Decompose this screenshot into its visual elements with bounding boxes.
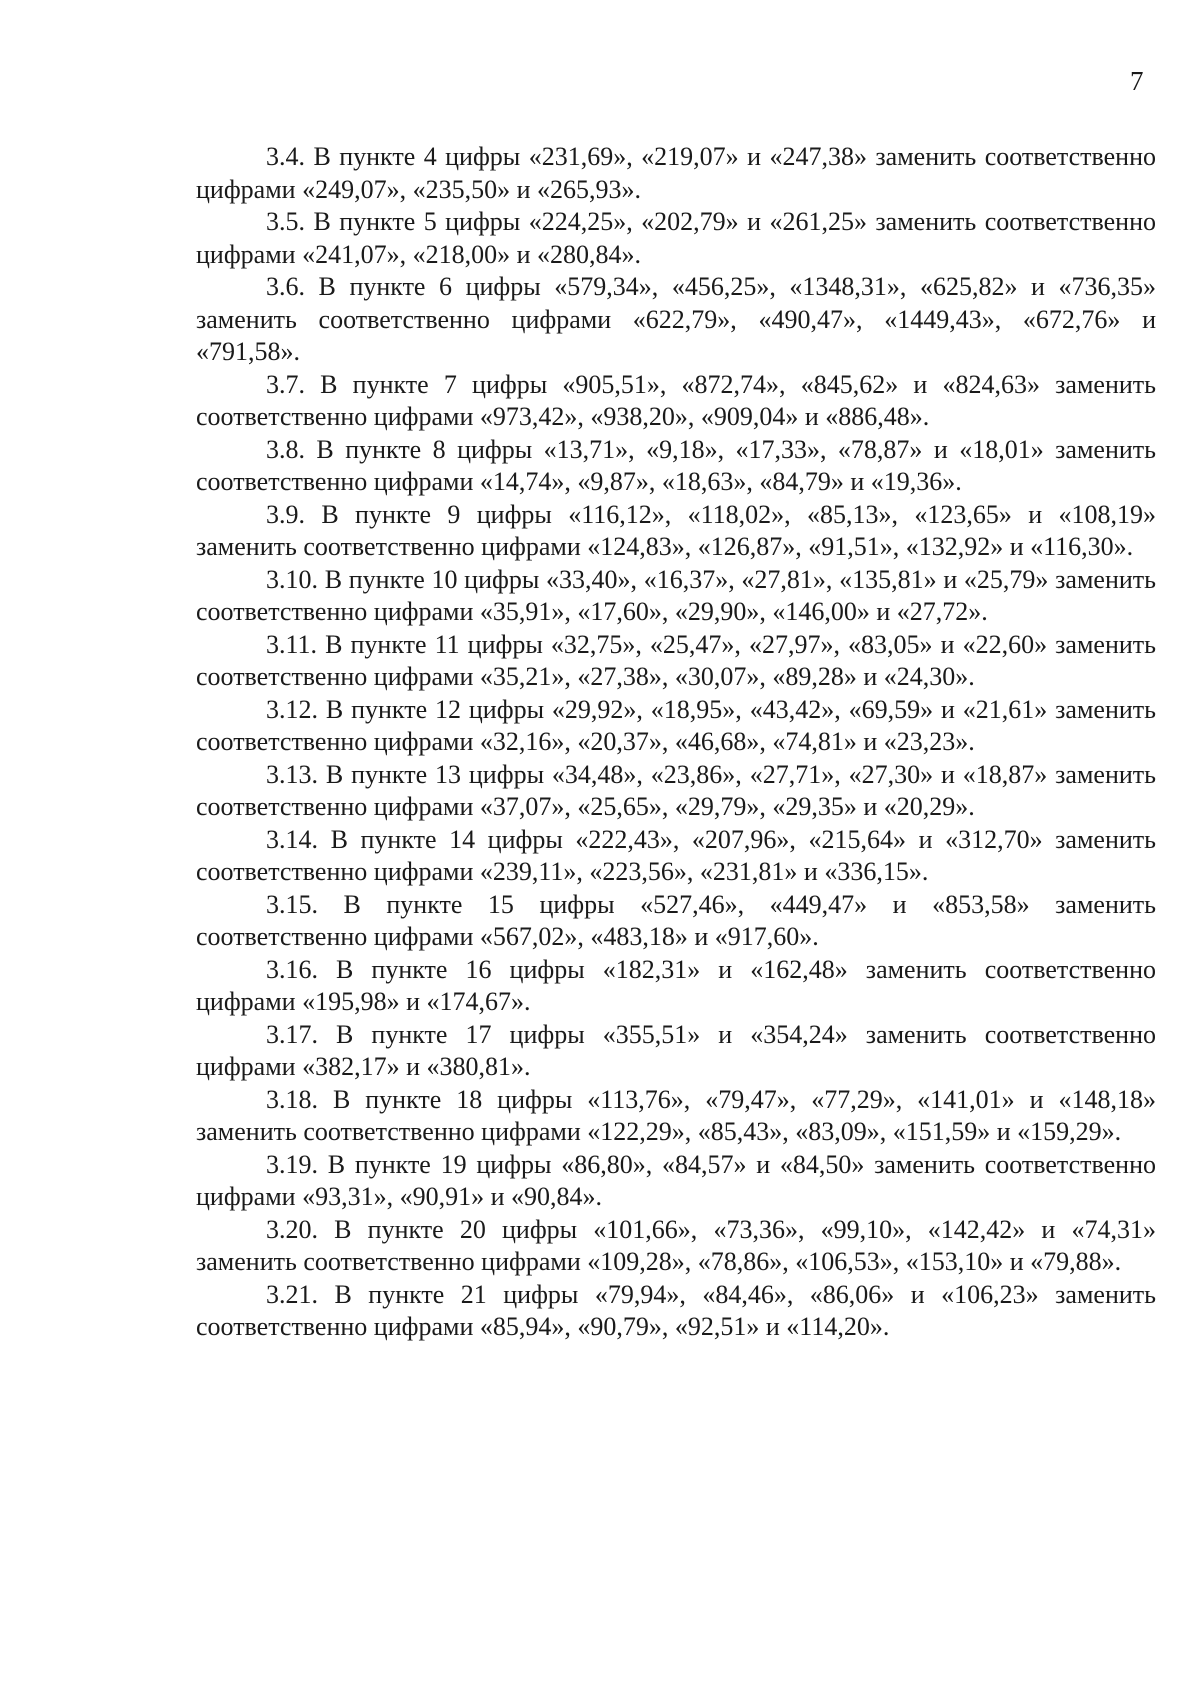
paragraph-3-19: 3.19. В пункте 19 цифры «86,80», «84,57» и «84,50» заменить соответственно цифрами «93,31», «90,91» и «90,84». <box>196 1149 1156 1211</box>
paragraph-3-5: 3.5. В пункте 5 цифры «224,25», «202,79» и «261,25» заменить соответственно цифрами «241,07», «218,00» и «280,84». <box>196 207 1156 269</box>
page-number: 7 <box>1130 66 1144 96</box>
paragraph-3-18: 3.18. В пункте 18 цифры «113,76», «79,47», «77,29», «141,01» и «148,18» заменить соответственно цифрами «122,29», «85,43», «83,09», «151,59» и «159,29». <box>196 1084 1156 1146</box>
paragraph-3-16: 3.16. В пункте 16 цифры «182,31» и «162,48» заменить соответственно цифрами «195,98» и «174,67». <box>196 954 1156 1016</box>
paragraph-3-11: 3.11. В пункте 11 цифры «32,75», «25,47», «27,97», «83,05» и «22,60» заменить соответственно цифрами «35,21», «27,38», «30,07», «89,28» и «24,30». <box>196 629 1156 691</box>
paragraph-3-8: 3.8. В пункте 8 цифры «13,71», «9,18», «17,33», «78,87» и «18,01» заменить соответственно цифрами «14,74», «9,87», «18,63», «84,79» и «19,36». <box>196 434 1156 496</box>
paragraph-3-20: 3.20. В пункте 20 цифры «101,66», «73,36», «99,10», «142,42» и «74,31» заменить соответственно цифрами «109,28», «78,86», «106,53», «153,10» и «79,88». <box>196 1214 1156 1276</box>
paragraph-3-13: 3.13. В пункте 13 цифры «34,48», «23,86», «27,71», «27,30» и «18,87» заменить соответственно цифрами «37,07», «25,65», «29,79», «29,35» и «20,29». <box>196 759 1156 821</box>
paragraph-3-6: 3.6. В пункте 6 цифры «579,34», «456,25», «1348,31», «625,82» и «736,35» заменить соответственно цифрами «622,79», «490,47», «1449,43», «672,76» и «791,58». <box>196 272 1156 366</box>
paragraph-3-12: 3.12. В пункте 12 цифры «29,92», «18,95», «43,42», «69,59» и «21,61» заменить соответственно цифрами «32,16», «20,37», «46,68», «74,81» и «23,23». <box>196 694 1156 756</box>
paragraph-3-10: 3.10. В пункте 10 цифры «33,40», «16,37», «27,81», «135,81» и «25,79» заменить соответственно цифрами «35,91», «17,60», «29,90», «146,00» и «27,72». <box>196 564 1156 626</box>
paragraph-3-14: 3.14. В пункте 14 цифры «222,43», «207,96», «215,64» и «312,70» заменить соответственно цифрами «239,11», «223,56», «231,81» и «336,15». <box>196 824 1156 886</box>
document-body <box>196 141 1156 1344</box>
paragraph-3-7: 3.7. В пункте 7 цифры «905,51», «872,74», «845,62» и «824,63» заменить соответственно цифрами «973,42», «938,20», «909,04» и «886,48». <box>196 369 1156 431</box>
paragraph-3-15: 3.15. В пункте 15 цифры «527,46», «449,47» и «853,58» заменить соответственно цифрами «567,02», «483,18» и «917,60». <box>196 889 1156 951</box>
paragraph-3-4: 3.4. В пункте 4 цифры «231,69», «219,07» и «247,38» заменить соответственно цифрами «249,07», «235,50» и «265,93». <box>196 142 1156 204</box>
paragraph-3-17: 3.17. В пункте 17 цифры «355,51» и «354,24» заменить соответственно цифрами «382,17» и «380,81». <box>196 1019 1156 1081</box>
paragraph-3-9: 3.9. В пункте 9 цифры «116,12», «118,02», «85,13», «123,65» и «108,19» заменить соответственно цифрами «124,83», «126,87», «91,51», «132,92» и «116,30». <box>196 499 1156 561</box>
paragraph-3-21: 3.21. В пункте 21 цифры «79,94», «84,46», «86,06» и «106,23» заменить соответственно цифрами «85,94», «90,79», «92,51» и «114,20». <box>196 1279 1156 1341</box>
